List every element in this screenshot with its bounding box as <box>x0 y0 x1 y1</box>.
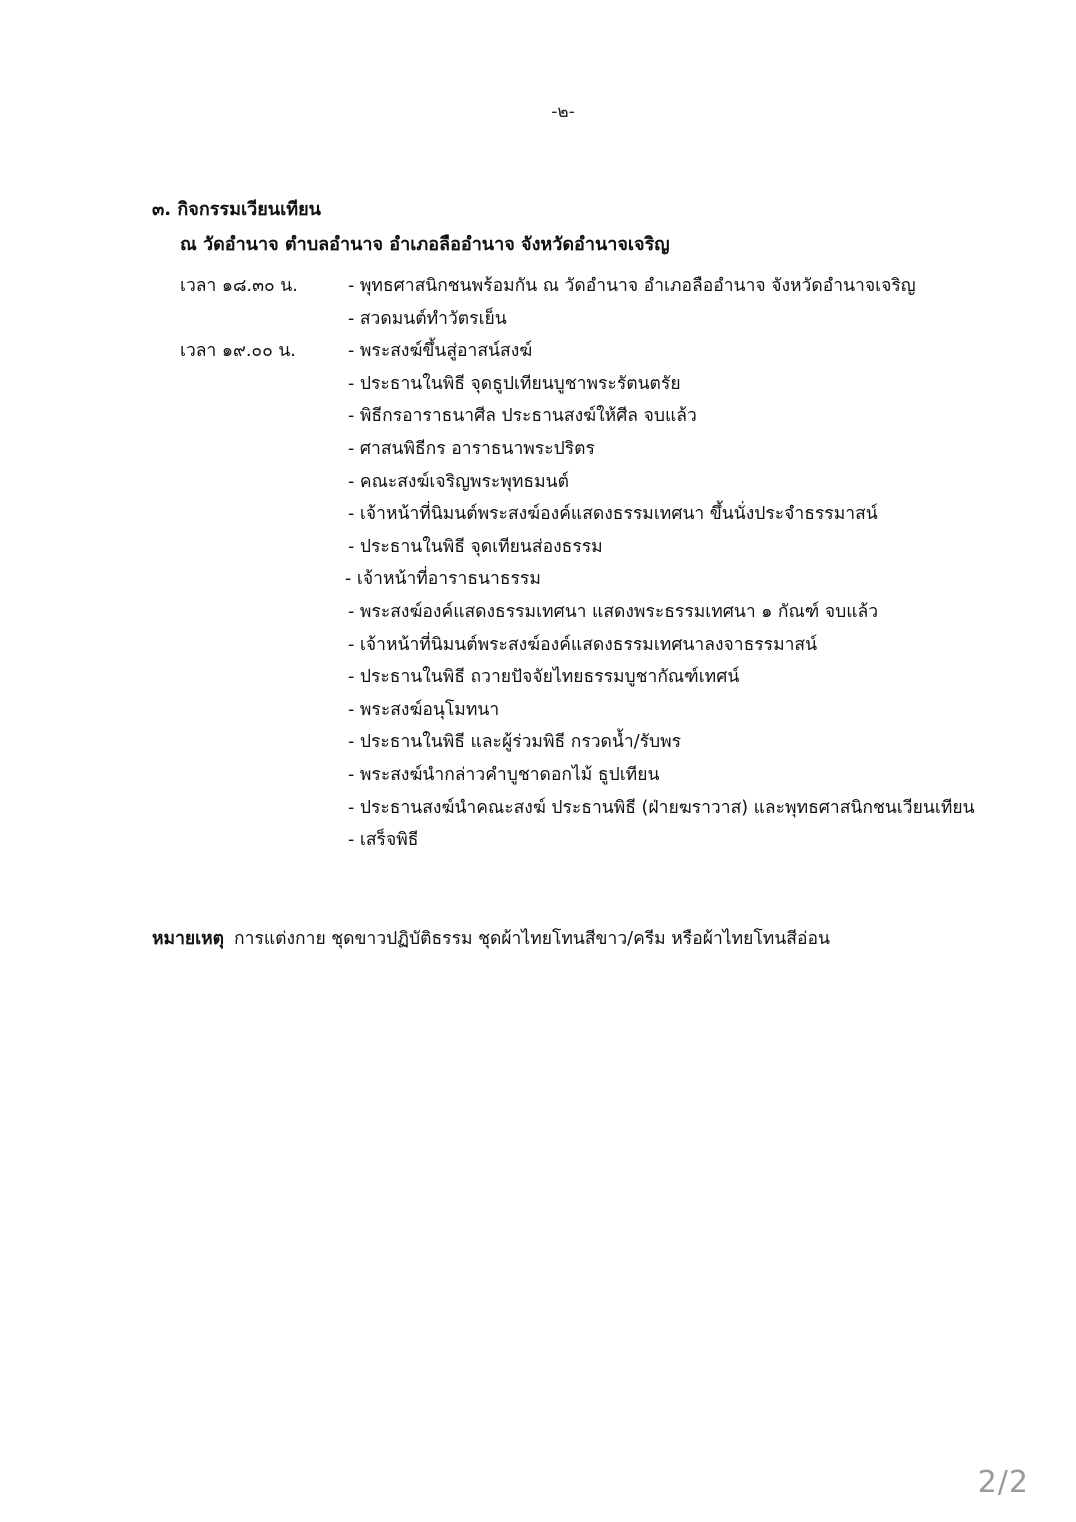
schedule-time: เวลา ๑๘.๓๐ น. <box>180 276 298 296</box>
schedule-row <box>0 792 1076 825</box>
schedule-activity: - พระสงฆ์องค์แสดงธรรมเทศนา แสดงพระธรรมเทศนา ๑ กัณฑ์ จบแล้ว <box>348 601 879 622</box>
note-label: หมายเหตุ <box>152 929 225 949</box>
schedule-row <box>0 368 1076 401</box>
schedule-row <box>0 335 1076 368</box>
section-subheading: ณ วัดอำนาจ ตำบลอำนาจ อำเภอลืออำนาจ จังหวัดอำนาจเจริญ <box>180 234 670 255</box>
schedule-activity: - ประธานในพิธี จุดธูปเทียนบูชาพระรัตนตรัย <box>348 373 681 394</box>
schedule-row <box>0 303 1076 336</box>
schedule-activity: - พิธีกรอาราธนาศีล ประธานสงฆ์ให้ศีล จบแล้ว <box>348 406 697 427</box>
schedule-row <box>0 498 1076 531</box>
schedule-activity: - ประธานในพิธี และผู้ร่วมพิธี กรวดน้ำ/รับพร <box>348 732 682 753</box>
schedule-row <box>0 400 1076 433</box>
schedule-activity: - พระสงฆ์นำกล่าวคำบูชาดอกไม้ ธูปเทียน <box>348 764 660 785</box>
page-indicator: 2/2 <box>977 1465 1029 1500</box>
schedule-activity: - ศาสนพิธีกร อาราธนาพระปริตร <box>348 438 595 459</box>
page-number: -๒- <box>551 102 575 122</box>
schedule-activity: - ประธานในพิธี จุดเทียนส่องธรรม <box>348 536 603 557</box>
schedule-activity: - เจ้าหน้าที่นิมนต์พระสงฆ์องค์แสดงธรรมเทศนาลงจาธรรมาสน์ <box>348 634 818 655</box>
schedule-row <box>0 824 1076 857</box>
schedule-row <box>0 270 1076 303</box>
schedule-row <box>0 694 1076 727</box>
schedule-activity: - เสร็จพิธี <box>348 830 419 851</box>
schedule-row <box>0 726 1076 759</box>
schedule-activity: - เจ้าหน้าที่อาราธนาธรรม <box>345 569 541 590</box>
schedule-activity: - สวดมนต์ทำวัตรเย็น <box>348 308 507 329</box>
schedule-activity: - พุทธศาสนิกชนพร้อมกัน ณ วัดอำนาจ อำเภอลืออำนาจ จังหวัดอำนาจเจริญ <box>348 276 916 296</box>
schedule-activity: - พระสงฆ์ขึ้นสู่อาสน์สงฆ์ <box>348 341 533 362</box>
schedule-activity: - เจ้าหน้าที่นิมนต์พระสงฆ์องค์แสดงธรรมเทศนา ขึ้นนั่งประจำธรรมาสน์ <box>348 504 878 525</box>
schedule-row <box>0 661 1076 694</box>
section-heading: ๓. กิจกรรมเวียนเทียน <box>152 199 321 220</box>
schedule-activity: - พระสงฆ์อนุโมทนา <box>348 699 500 720</box>
schedule-activity: - ประธานสงฆ์นำคณะสงฆ์ ประธานพิธี (ฝ่ายฆราวาส) และพุทธศาสนิกชนเวียนเทียน <box>348 797 975 818</box>
schedule-row <box>0 759 1076 792</box>
schedule-row <box>0 433 1076 466</box>
schedule-activity: - ประธานในพิธี ถวายปัจจัยไทยธรรมบูชากัณฑ์เทศน์ <box>348 667 740 688</box>
schedule-activity: - คณะสงฆ์เจริญพระพุทธมนต์ <box>348 471 569 492</box>
schedule-row <box>0 531 1076 564</box>
schedule-row <box>0 629 1076 662</box>
schedule-list <box>0 270 1076 857</box>
schedule-time: เวลา ๑๙.๐๐ น. <box>180 341 296 362</box>
note-text: การแต่งกาย ชุดขาวปฏิบัติธรรม ชุดผ้าไทยโทนสีขาว/ครีม หรือผ้าไทยโทนสีอ่อน <box>234 929 830 949</box>
schedule-row <box>0 596 1076 629</box>
schedule-row <box>0 563 1076 596</box>
note <box>152 924 830 952</box>
schedule-row <box>0 466 1076 499</box>
